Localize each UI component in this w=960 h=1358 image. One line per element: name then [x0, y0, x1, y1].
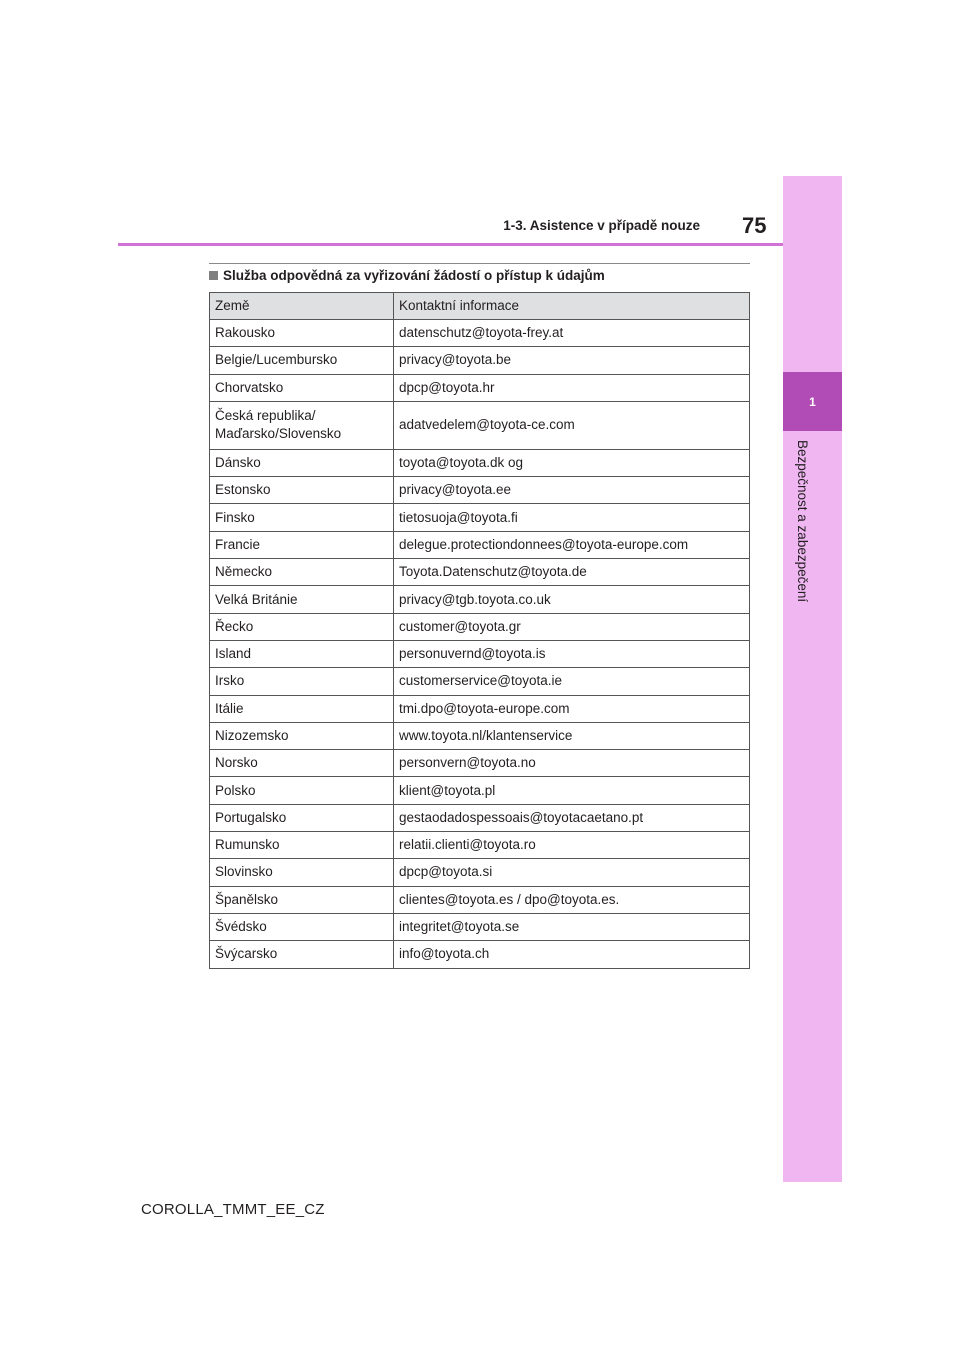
- table-row: [210, 886, 750, 913]
- contact-cell: delegue.protectiondonnees@toyota-europe.com: [394, 531, 750, 558]
- country-cell: Francie: [210, 531, 394, 558]
- country-cell: Nizozemsko: [210, 722, 394, 749]
- table-row: [210, 401, 750, 449]
- country-cell: [210, 401, 394, 449]
- country-cell: Španělsko: [210, 886, 394, 913]
- chapter-label: Bezpečnost a zabezpečení: [795, 440, 810, 603]
- subheading-divider: [209, 263, 750, 264]
- section-title: 1-3. Asistence v případě nouze: [503, 218, 700, 233]
- country-cell: Chorvatsko: [210, 374, 394, 401]
- chapter-side-tab: [783, 176, 842, 1182]
- subheading: [209, 268, 605, 283]
- table-row: [210, 320, 750, 347]
- contact-cell: personvern@toyota.no: [394, 750, 750, 777]
- table-row: [210, 722, 750, 749]
- table-row: [210, 859, 750, 886]
- country-cell: Švýcarsko: [210, 941, 394, 968]
- contact-cell: customerservice@toyota.ie: [394, 668, 750, 695]
- contact-cell: tmi.dpo@toyota-europe.com: [394, 695, 750, 722]
- square-bullet-icon: [209, 271, 218, 280]
- table-row: [210, 777, 750, 804]
- table-row: [210, 504, 750, 531]
- country-cell: Rumunsko: [210, 832, 394, 859]
- table-row: [210, 477, 750, 504]
- column-header-country: Země: [210, 293, 394, 320]
- contact-cell: customer@toyota.gr: [394, 613, 750, 640]
- country-cell: Island: [210, 640, 394, 667]
- country-cell: Itálie: [210, 695, 394, 722]
- column-header-contact: Kontaktní informace: [394, 293, 750, 320]
- contact-cell: klient@toyota.pl: [394, 777, 750, 804]
- country-line: Maďarsko/Slovensko: [215, 426, 342, 442]
- table-row: [210, 695, 750, 722]
- table-row: [210, 531, 750, 558]
- table-row: [210, 374, 750, 401]
- table-row: [210, 347, 750, 374]
- contact-cell: dpcp@toyota.hr: [394, 374, 750, 401]
- country-cell: Řecko: [210, 613, 394, 640]
- country-cell: Švédsko: [210, 913, 394, 940]
- contact-cell: datenschutz@toyota-frey.at: [394, 320, 750, 347]
- contact-cell: relatii.clienti@toyota.ro: [394, 832, 750, 859]
- contact-cell: tietosuoja@toyota.fi: [394, 504, 750, 531]
- table-row: [210, 586, 750, 613]
- contact-cell: toyota@toyota.dk og: [394, 449, 750, 476]
- country-cell: Velká Británie: [210, 586, 394, 613]
- table-row: [210, 449, 750, 476]
- table-row: [210, 668, 750, 695]
- country-cell: Finsko: [210, 504, 394, 531]
- contact-cell: info@toyota.ch: [394, 941, 750, 968]
- country-cell: Irsko: [210, 668, 394, 695]
- table-row: [210, 832, 750, 859]
- contact-cell: integritet@toyota.se: [394, 913, 750, 940]
- table-header-row: [210, 293, 750, 320]
- contact-cell: dpcp@toyota.si: [394, 859, 750, 886]
- country-cell: Polsko: [210, 777, 394, 804]
- country-cell: Německo: [210, 559, 394, 586]
- country-cell: Dánsko: [210, 449, 394, 476]
- country-cell: Belgie/Lucembursko: [210, 347, 394, 374]
- contact-cell: privacy@tgb.toyota.co.uk: [394, 586, 750, 613]
- country-cell: Portugalsko: [210, 804, 394, 831]
- contact-cell: privacy@toyota.be: [394, 347, 750, 374]
- table-row: [210, 750, 750, 777]
- contact-cell: Toyota.Datenschutz@toyota.de: [394, 559, 750, 586]
- table-row: [210, 640, 750, 667]
- contact-cell: www.toyota.nl/klantenservice: [394, 722, 750, 749]
- contact-cell: adatvedelem@toyota-ce.com: [394, 401, 750, 449]
- contact-cell: personuvernd@toyota.is: [394, 640, 750, 667]
- table-row: [210, 804, 750, 831]
- table-row: [210, 559, 750, 586]
- table-row: [210, 613, 750, 640]
- country-cell: Rakousko: [210, 320, 394, 347]
- contact-cell: clientes@toyota.es / dpo@toyota.es.: [394, 886, 750, 913]
- country-cell: Estonsko: [210, 477, 394, 504]
- contact-cell: privacy@toyota.ee: [394, 477, 750, 504]
- contacts-table: [209, 292, 750, 969]
- table-row: [210, 941, 750, 968]
- document-code: COROLLA_TMMT_EE_CZ: [141, 1201, 325, 1218]
- country-cell: Norsko: [210, 750, 394, 777]
- page-number: 75: [742, 213, 767, 238]
- country-cell: Slovinsko: [210, 859, 394, 886]
- table-row: [210, 913, 750, 940]
- header-divider: [118, 243, 783, 246]
- chapter-number-badge: 1: [783, 372, 842, 431]
- contact-cell: gestaodadospessoais@toyotacaetano.pt: [394, 804, 750, 831]
- subheading-text: Služba odpovědná za vyřizování žádostí o přístup k údajům: [223, 268, 605, 283]
- country-line: Česká republika/: [215, 408, 316, 424]
